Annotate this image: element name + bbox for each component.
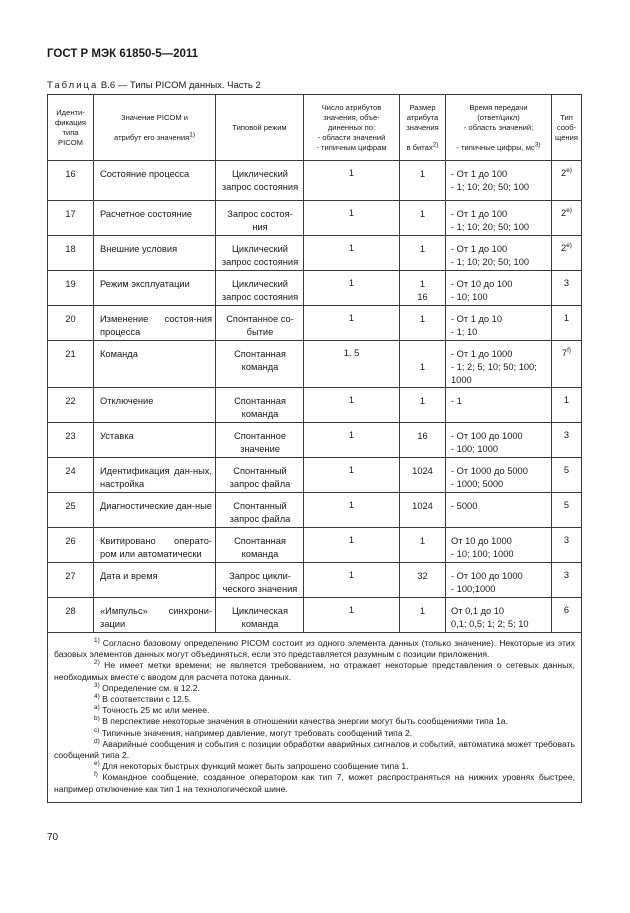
count-line: 1 xyxy=(348,278,355,288)
time-line: - 100;1000 xyxy=(451,584,496,594)
picom-value-cell: Диагностические дан-ные xyxy=(94,493,216,528)
footnote-mark: b) xyxy=(94,715,100,723)
attribute-count-cell xyxy=(304,341,400,388)
count-line: 1 xyxy=(348,243,355,253)
picom-value-cell: «Импульс» синхрони-зации xyxy=(94,598,216,633)
column-header xyxy=(552,95,582,161)
transfer-time-cell xyxy=(446,161,552,201)
mode-cell: Запрос цикли-ческого значения xyxy=(216,563,304,598)
attribute-count-cell xyxy=(304,388,400,423)
time-line: - От 1 до 1000 xyxy=(451,349,513,359)
attribute-count-cell xyxy=(304,528,400,563)
column-header-line: Время передачи xyxy=(469,102,528,112)
transfer-time-cell xyxy=(446,563,552,598)
time-line: - 1; 10; 20; 50; 100 xyxy=(451,257,530,267)
table-row xyxy=(48,161,582,201)
time-line: - 10; 100 xyxy=(451,292,488,302)
footnote-text: Точность 25 мс или менее. xyxy=(99,705,210,716)
count-line: 1 xyxy=(348,430,355,440)
picom-id-cell: 23 xyxy=(48,423,94,458)
message-type-value: 5 xyxy=(563,465,570,475)
attribute-count-cell xyxy=(304,598,400,633)
mode-cell: Спонтанный запрос файла xyxy=(216,493,304,528)
size-line: 1024 xyxy=(412,501,433,511)
caption-prefix: Таблица xyxy=(47,80,99,91)
size-line: 1 xyxy=(419,244,426,254)
message-type-value: 6 xyxy=(563,605,570,615)
picom-id-cell: 27 xyxy=(48,563,94,598)
count-line: 1 xyxy=(348,208,355,218)
message-type-value: 1 xyxy=(563,313,570,323)
transfer-time-cell xyxy=(446,598,552,633)
time-line: - 1; 10; 20; 50; 100 xyxy=(451,182,530,192)
picom-value-cell: Состояние процесса xyxy=(94,161,216,201)
time-line: - От 1 до 100 xyxy=(451,209,508,219)
picom-id-cell: 19 xyxy=(48,271,94,306)
picom-value-cell: Дата и время xyxy=(94,563,216,598)
table-row xyxy=(48,563,582,598)
mode-cell: Циклическая команда xyxy=(216,598,304,633)
mode-cell: Запрос состоя-ния xyxy=(216,201,304,236)
picom-value-cell: Изменение состоя-ния процесса xyxy=(94,306,216,341)
size-line: 32 xyxy=(417,571,428,581)
footnote xyxy=(54,660,575,682)
message-type-cell xyxy=(552,423,582,458)
column-header-line: - области значений xyxy=(317,132,386,142)
footnote-mark: a) xyxy=(94,704,100,712)
attribute-size-cell xyxy=(400,493,446,528)
column-header-line: типа xyxy=(62,127,79,137)
transfer-time-cell xyxy=(446,528,552,563)
picom-value-cell: Внешние условия xyxy=(94,236,216,271)
size-line: 1 xyxy=(419,362,426,372)
time-line: - 100; 1000 xyxy=(451,444,499,454)
footnote xyxy=(54,716,575,727)
attribute-size-cell xyxy=(400,236,446,271)
footnote xyxy=(54,683,575,694)
mode-cell: Спонтанное со-бытие xyxy=(216,306,304,341)
message-type-value: 3 xyxy=(563,535,570,545)
attribute-size-cell xyxy=(400,598,446,633)
time-line: От 0,1 до 10 xyxy=(451,606,505,616)
footnote-ref: 1) xyxy=(189,130,195,138)
picom-value-cell: Идентификация дан-ных, настройка xyxy=(94,458,216,493)
footnote-text: Типичные значения, например давление, могут требовать сообщений типа 2. xyxy=(99,727,413,738)
footnote xyxy=(54,705,575,716)
message-type-cell xyxy=(552,306,582,341)
picom-value-cell: Режим эксплуатации xyxy=(94,271,216,306)
message-type-cell xyxy=(552,201,582,236)
column-header-line: сооб- xyxy=(556,122,577,132)
time-line: 0,1; 0,5; 1; 2; 5; 10 xyxy=(451,619,529,629)
transfer-time-cell xyxy=(446,388,552,423)
column-header xyxy=(216,95,304,161)
message-type-value: 5 xyxy=(563,500,570,510)
attribute-size-cell xyxy=(400,563,446,598)
time-line: - 10; 100; 1000 xyxy=(451,549,514,559)
column-header-line: - типичные цифры, мс xyxy=(456,142,535,152)
transfer-time-cell xyxy=(446,236,552,271)
footnote-text: Командное сообщение, созданное оператором как тип 7, может распространяться на нижних уровнях быстрее, например отключение как тип 1 на технологической шине. xyxy=(54,772,575,794)
time-line: От 10 до 1000 xyxy=(451,536,512,546)
attribute-count-cell xyxy=(304,563,400,598)
time-line: - 1; 10; 20; 50; 100 xyxy=(451,222,530,232)
column-header-line: Тип xyxy=(560,112,573,122)
table-header-row xyxy=(48,95,582,161)
picom-id-cell: 21 xyxy=(48,341,94,388)
message-type-value: 2 xyxy=(561,168,567,178)
table-row xyxy=(48,528,582,563)
footnote-text: Определение см. в 12.2. xyxy=(99,682,200,693)
size-line: 1 xyxy=(419,279,426,289)
size-line: 1 xyxy=(419,314,426,324)
mode-cell: Циклический запрос состояния xyxy=(216,161,304,201)
transfer-time-cell xyxy=(446,458,552,493)
picom-id-cell: 18 xyxy=(48,236,94,271)
column-header xyxy=(94,95,216,161)
table-row xyxy=(48,341,582,388)
message-type-cell xyxy=(552,236,582,271)
table-row xyxy=(48,423,582,458)
table-row xyxy=(48,201,582,236)
footnote-ref: e) xyxy=(566,206,572,214)
mode-cell: Циклический запрос состояния xyxy=(216,271,304,306)
size-line: 1024 xyxy=(412,466,433,476)
column-header xyxy=(400,95,446,161)
footnote-mark: 4) xyxy=(94,693,100,701)
time-line: - 1; 2; 5; 10; 50; 100; xyxy=(451,362,537,372)
attribute-count-cell xyxy=(304,423,400,458)
footnote-text: Согласно базовому определению PICOM состоит из одного элемента данных (только значение). Некоторые из этих базовых элементов данных могут объединяться, если это представляется разумным с позиции приложения. xyxy=(54,638,575,660)
time-line: - 5000 xyxy=(451,501,478,511)
column-header-line: (ответ/цикл) xyxy=(477,112,520,122)
size-line: 1 xyxy=(419,606,426,616)
footnote xyxy=(54,638,575,660)
attribute-size-cell xyxy=(400,271,446,306)
transfer-time-cell xyxy=(446,306,552,341)
message-type-cell xyxy=(552,388,582,423)
message-type-value: 3 xyxy=(563,570,570,580)
footnote-text: Аварийные сообщения и события с позиции обработки аварийных сигналов и событий, автоматика может требовать сообщений типа 2. xyxy=(54,738,575,761)
picom-value-cell: Квитировано операто-ром или автоматически xyxy=(94,528,216,563)
mode-cell: Спонтанная команда xyxy=(216,388,304,423)
table-row xyxy=(48,388,582,423)
table-caption xyxy=(47,80,261,91)
attribute-count-cell xyxy=(304,493,400,528)
column-header-line: значения xyxy=(406,122,439,132)
message-type-cell xyxy=(552,458,582,493)
message-type-cell xyxy=(552,341,582,388)
column-header-line: диненных по: xyxy=(327,122,376,132)
attribute-count-cell xyxy=(304,306,400,341)
message-type-cell xyxy=(552,271,582,306)
column-header-line: Размер xyxy=(409,102,436,112)
size-line: 16 xyxy=(417,292,428,302)
footnote-text: В соответствии с 12.5. xyxy=(99,694,192,705)
attribute-size-cell xyxy=(400,423,446,458)
size-line xyxy=(400,348,445,361)
count-line: 1 xyxy=(348,395,355,405)
message-type-value: 2 xyxy=(561,243,567,253)
footnote-ref: 3) xyxy=(534,140,541,148)
column-header-line: фикация xyxy=(55,117,86,127)
picom-id-cell: 16 xyxy=(48,161,94,201)
column-header xyxy=(48,95,94,161)
table-row xyxy=(48,271,582,306)
time-line: - От 1 до 10 xyxy=(451,314,503,324)
time-line: - От 10 до 100 xyxy=(451,279,513,289)
count-line: 1 xyxy=(348,500,355,510)
picom-value-cell: Команда xyxy=(94,341,216,388)
time-line: - От 1 до 100 xyxy=(451,169,508,179)
transfer-time-cell xyxy=(446,493,552,528)
attribute-size-cell xyxy=(400,341,446,388)
footnote-text: В перспективе некоторые значения в отношении качества энергии могут быть сообщениями типа 1а. xyxy=(99,716,508,727)
attribute-size-cell xyxy=(400,528,446,563)
footnote xyxy=(54,739,575,761)
attribute-count-cell xyxy=(304,271,400,306)
mode-cell: Спонтанная команда xyxy=(216,341,304,388)
message-type-cell xyxy=(552,161,582,201)
attribute-count-cell xyxy=(304,458,400,493)
size-line: 1 xyxy=(419,209,426,219)
column-header-line: значения, объе- xyxy=(323,112,380,122)
table-row xyxy=(48,493,582,528)
message-type-value: 3 xyxy=(563,430,570,440)
attribute-count-cell xyxy=(304,201,400,236)
message-type-value: 1 xyxy=(563,395,570,405)
column-header-line: атрибута xyxy=(406,112,439,122)
footnote xyxy=(54,761,575,772)
footnote-mark: d) xyxy=(94,737,100,745)
footnote-ref: e) xyxy=(566,166,572,174)
message-type-cell xyxy=(552,563,582,598)
table-row xyxy=(48,236,582,271)
picom-id-cell: 26 xyxy=(48,528,94,563)
picom-value-cell: Отключение xyxy=(94,388,216,423)
column-header-line: в битах xyxy=(406,142,433,152)
footnote-ref: 2) xyxy=(432,140,439,148)
attribute-size-cell xyxy=(400,161,446,201)
caption-title: B.6 — Типы PICOM данных. Часть 2 xyxy=(98,80,261,91)
time-line: - 1; 10 xyxy=(451,327,478,337)
transfer-time-cell xyxy=(446,341,552,388)
size-line: 1 xyxy=(419,169,426,179)
time-line: - От 100 до 1000 xyxy=(451,431,523,441)
footnote-mark: f) xyxy=(94,771,98,779)
footnote-text: Не имеет метки времени; не является требованием, но отражает некоторые представления о сетевых данных, необходимых вместе с вводом для расчета потока данных. xyxy=(54,660,575,682)
footnote-ref: e) xyxy=(566,241,572,249)
mode-cell: Спонтанная команда xyxy=(216,528,304,563)
column-header-line: - типичным цифрам xyxy=(316,142,387,152)
transfer-time-cell xyxy=(446,423,552,458)
column-header-line: Значение PICOM и xyxy=(120,112,189,122)
count-line: 1 xyxy=(348,570,355,580)
column-header-line: Типовой режим xyxy=(232,122,287,132)
column-header xyxy=(446,95,552,161)
transfer-time-cell xyxy=(446,271,552,306)
picom-value-cell: Расчетное состояние xyxy=(94,201,216,236)
count-line: 1 xyxy=(348,168,355,178)
time-line: - 1000; 5000 xyxy=(451,479,504,489)
message-type-value: 7 xyxy=(561,348,568,358)
mode-cell: Циклический запрос состояния xyxy=(216,236,304,271)
column-header xyxy=(304,95,400,161)
count-line: 1 xyxy=(348,313,355,323)
count-line: 1 xyxy=(348,535,355,545)
picom-id-cell: 22 xyxy=(48,388,94,423)
count-line: 1 xyxy=(348,605,355,615)
time-line: - От 100 до 1000 xyxy=(451,571,523,581)
column-header-line: атрибут его значения xyxy=(114,132,190,142)
count-line: 1. 5 xyxy=(343,348,360,358)
page-number: 70 xyxy=(47,832,59,843)
column-header-line: PICOM xyxy=(58,137,83,147)
footnote-mark: e) xyxy=(94,760,100,768)
mode-cell: Спонтанное значение xyxy=(216,423,304,458)
transfer-time-cell xyxy=(446,201,552,236)
footnote-mark: c) xyxy=(94,726,100,734)
picom-value-cell: Уставка xyxy=(94,423,216,458)
table-footnotes xyxy=(48,633,582,803)
table-row xyxy=(48,598,582,633)
count-line: 1 xyxy=(348,465,355,475)
message-type-value: 3 xyxy=(563,278,570,288)
time-line: - От 1 до 100 xyxy=(451,244,508,254)
table-row xyxy=(48,458,582,493)
document-header: ГОСТ Р МЭК 61850-5—2011 xyxy=(47,48,199,60)
attribute-count-cell xyxy=(304,161,400,201)
footnote-ref: f) xyxy=(567,346,572,354)
attribute-size-cell xyxy=(400,201,446,236)
attribute-count-cell xyxy=(304,236,400,271)
message-type-value: 2 xyxy=(561,208,567,218)
mode-cell: Спонтанный запрос файла xyxy=(216,458,304,493)
time-line: 1000 xyxy=(451,375,472,385)
footnote-text: Для некоторых быстрых функций может быть запрошено сообщение типа 1. xyxy=(99,761,409,772)
size-line: 1 xyxy=(419,536,426,546)
attribute-size-cell xyxy=(400,388,446,423)
message-type-cell xyxy=(552,493,582,528)
table-row xyxy=(48,306,582,341)
footnote-mark: 1) xyxy=(94,637,100,645)
attribute-size-cell xyxy=(400,306,446,341)
column-header-line: Иденти- xyxy=(56,107,85,117)
picom-id-cell: 24 xyxy=(48,458,94,493)
footnote xyxy=(54,728,575,739)
picom-id-cell: 17 xyxy=(48,201,94,236)
footnote xyxy=(54,694,575,705)
picom-id-cell: 20 xyxy=(48,306,94,341)
notes-row xyxy=(48,633,582,803)
picom-id-cell: 28 xyxy=(48,598,94,633)
attribute-size-cell xyxy=(400,458,446,493)
column-header-line: - область значений; xyxy=(463,122,534,132)
time-line: - 1 xyxy=(451,396,462,406)
footnote xyxy=(54,772,575,794)
size-line: 1 xyxy=(419,396,426,406)
footnote-mark: 2) xyxy=(94,659,100,667)
message-type-cell xyxy=(552,528,582,563)
column-header-line: щения xyxy=(555,132,578,142)
column-header-line: Число атрибутов xyxy=(321,102,382,112)
time-line: - От 1000 до 5000 xyxy=(451,466,528,476)
picom-id-cell: 25 xyxy=(48,493,94,528)
footnote-mark: 3) xyxy=(94,681,100,689)
picom-types-table xyxy=(47,94,582,803)
size-line: 16 xyxy=(417,431,428,441)
message-type-cell xyxy=(552,598,582,633)
